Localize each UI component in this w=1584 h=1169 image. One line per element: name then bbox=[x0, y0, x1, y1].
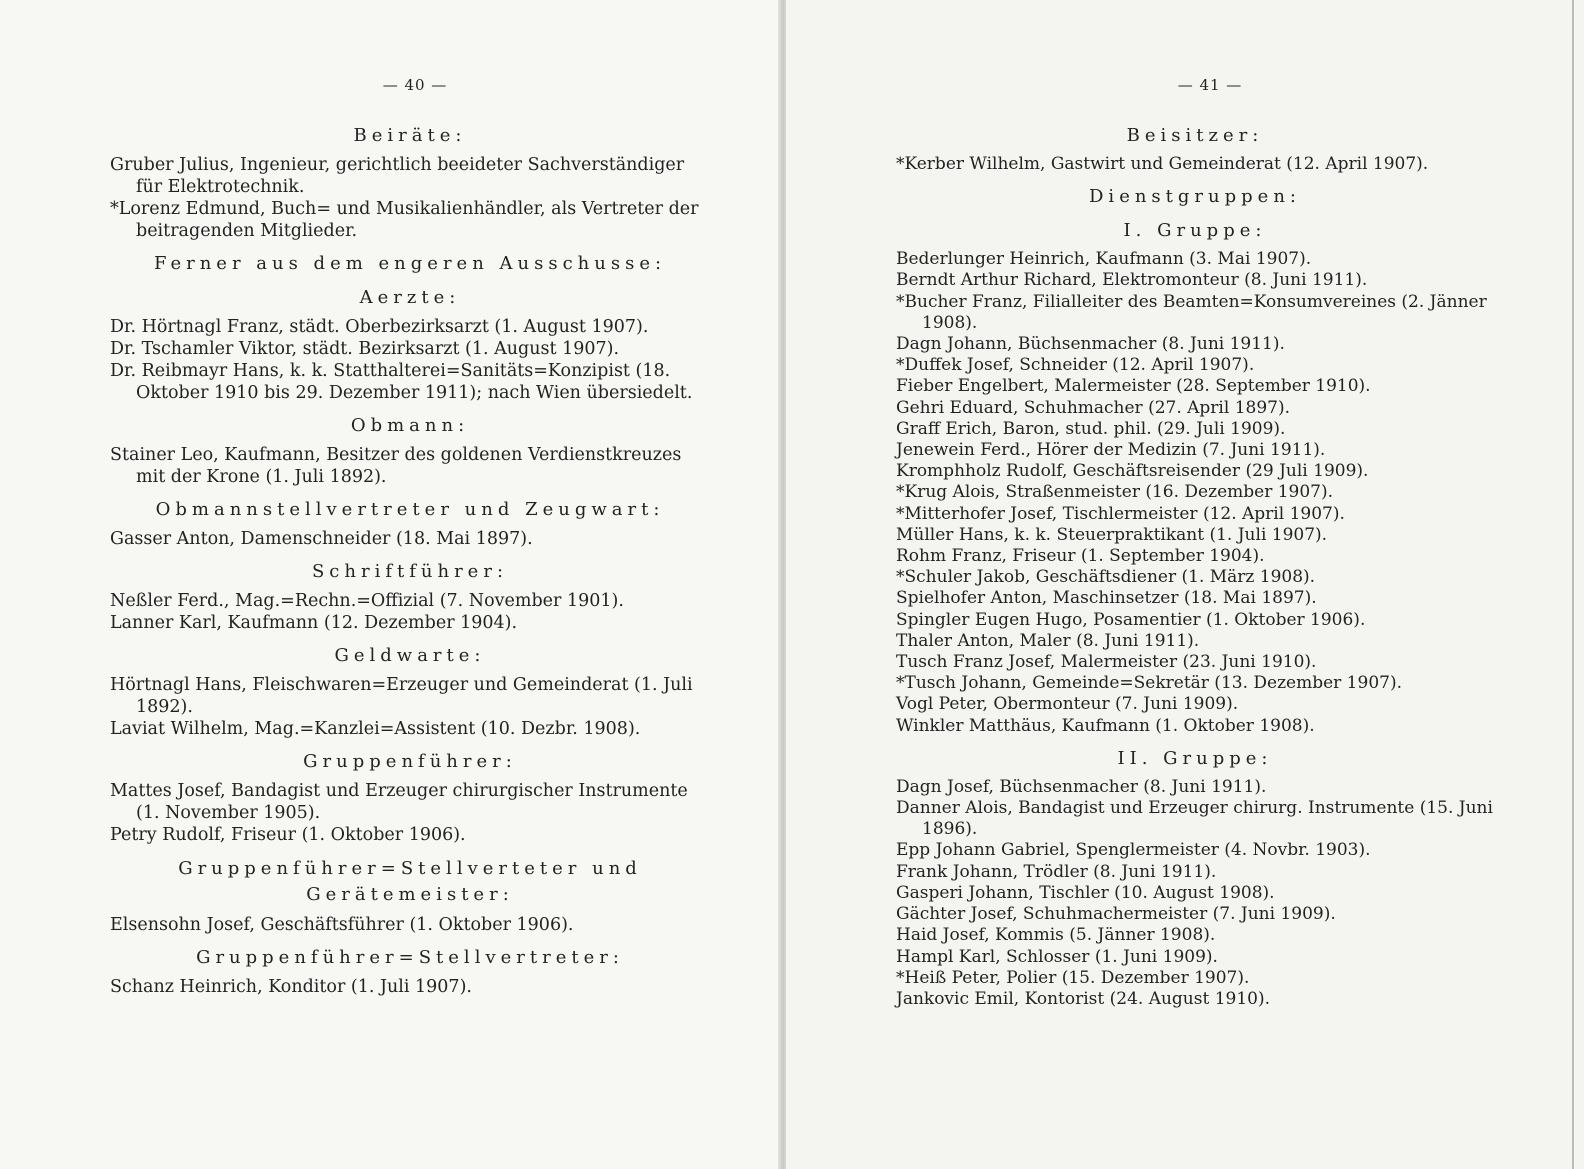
section-heading: II. Gruppe: bbox=[1117, 747, 1273, 769]
list-entry: Gasser Anton, Damenschneider (18. Mai 1897). bbox=[110, 529, 533, 549]
list-entry: Dr. Tschamler Viktor, städt. Bezirksarzt (1. August 1907). bbox=[110, 339, 620, 359]
list-entry: Mattes Josef, Bandagist und Erzeuger chirurgischer Instrumente (1. November 1905). bbox=[110, 781, 688, 823]
section-heading: Geldwarte: bbox=[334, 645, 486, 666]
list-entry: Jenewein Ferd., Hörer der Medizin (7. Juni 1911). bbox=[896, 440, 1326, 461]
section-heading: Schriftführer: bbox=[311, 561, 509, 582]
list-entry: Bederlunger Heinrich, Kaufmann (3. Mai 1907). bbox=[896, 249, 1312, 270]
section-heading: Aerzte: bbox=[359, 287, 461, 308]
list-entry: Dagn Josef, Büchsenmacher (8. Juni 1911). bbox=[896, 776, 1267, 797]
list-entry: Dr. Hörtnagl Franz, städt. Oberbezirksarzt (1. August 1907). bbox=[110, 317, 649, 337]
page-edge bbox=[1572, 0, 1574, 1169]
list-entry: Winkler Matthäus, Kaufmann (1. Oktober 1908). bbox=[896, 715, 1315, 736]
list-entry: Gehri Eduard, Schuhmacher (27. April 1897). bbox=[896, 397, 1291, 418]
section-heading: Beisitzer: bbox=[1126, 125, 1264, 146]
list-entry: Haid Josef, Kommis (5. Jänner 1908). bbox=[896, 925, 1216, 946]
list-entry: *Heiß Peter, Polier (15. Dezember 1907). bbox=[896, 967, 1250, 988]
list-entry: *Tusch Johann, Gemeinde=Sekretär (13. Dezember 1907). bbox=[896, 673, 1402, 694]
list-entry: Tusch Franz Josef, Malermeister (23. Juni 1910). bbox=[896, 652, 1317, 673]
section-heading: Beiräte: bbox=[353, 125, 467, 146]
list-entry: *Kerber Wilhelm, Gastwirt und Gemeinderat (12. April 1907). bbox=[896, 154, 1429, 174]
list-entry: Dr. Reibmayr Hans, k. k. Statthalterei=Sanitäts=Konzipist (18. Oktober 1910 bis 29. Dezember 1911); nach Wien übersiedelt. bbox=[110, 361, 693, 403]
list-entry: Laviat Wilhelm, Mag.=Kanzlei=Assistent (10. Dezbr. 1908). bbox=[110, 719, 641, 739]
list-entry: Thaler Anton, Maler (8. Juni 1911). bbox=[896, 630, 1200, 651]
section-heading: Obmann: bbox=[350, 415, 470, 436]
page-number: — 40 — bbox=[382, 76, 448, 94]
page-number: — 41 — bbox=[1177, 76, 1243, 94]
list-entry: *Schuler Jakob, Geschäftsdiener (1. März 1908). bbox=[896, 567, 1316, 588]
list-entry: Kromphholz Rudolf, Geschäftsreisender (29 Juli 1909). bbox=[896, 461, 1369, 482]
list-entry: Fieber Engelbert, Malermeister (28. September 1910). bbox=[896, 376, 1371, 397]
list-entry: Frank Johann, Trödler (8. Juni 1911). bbox=[896, 861, 1217, 882]
section-heading: Gruppenführer=Stellverteter und Gerätemeister: bbox=[178, 858, 642, 905]
section-heading: Ferner aus dem engeren Ausschusse: bbox=[153, 253, 667, 274]
list-entry: *Duffek Josef, Schneider (12. April 1907). bbox=[896, 355, 1255, 376]
section-heading: Obmannstellvertreter und Zeugwart: bbox=[155, 499, 665, 520]
list-entry: Hampl Karl, Schlosser (1. Juni 1909). bbox=[896, 946, 1218, 967]
list-entry: Jankovic Emil, Kontorist (24. August 1910). bbox=[896, 988, 1271, 1009]
list-entry: Gruber Julius, Ingenieur, gerichtlich beeideter Sachverständiger für Elektrotechnik. bbox=[110, 155, 685, 197]
list-entry: Graff Erich, Baron, stud. phil. (29. Juli 1909). bbox=[896, 418, 1286, 439]
list-entry: Vogl Peter, Obermonteur (7. Juni 1909). bbox=[896, 694, 1239, 715]
list-entry: Spielhofer Anton, Maschinsetzer (18. Mai 1897). bbox=[896, 588, 1317, 609]
list-entry: Dagn Johann, Büchsenmacher (8. Juni 1911). bbox=[896, 334, 1285, 355]
left-page bbox=[0, 0, 780, 1169]
list-entry: Neßler Ferd., Mag.=Rechn.=Offizial (7. November 1901). bbox=[110, 591, 624, 611]
list-entry: Müller Hans, k. k. Steuerpraktikant (1. Juli 1907). bbox=[896, 524, 1328, 545]
list-entry: Gasperi Johann, Tischler (10. August 1908). bbox=[896, 882, 1275, 903]
list-entry: *Lorenz Edmund, Buch= und Musikalienhändler, als Vertreter der beitragenden Mitglieder. bbox=[110, 199, 699, 241]
list-entry: Gächter Josef, Schuhmachermeister (7. Juni 1909). bbox=[896, 904, 1336, 925]
list-entry: Elsensohn Josef, Geschäftsführer (1. Oktober 1906). bbox=[110, 915, 574, 935]
list-entry: Berndt Arthur Richard, Elektromonteur (8. Juni 1911). bbox=[896, 270, 1368, 291]
list-entry: Hörtnagl Hans, Fleischwaren=Erzeuger und Gemeinderat (1. Juli 1892). bbox=[110, 675, 693, 717]
list-entry: *Bucher Franz, Filialleiter des Beamten=Konsumvereines (2. Jänner 1908). bbox=[896, 291, 1487, 333]
section-heading: Dienstgruppen: bbox=[1089, 186, 1301, 208]
section-heading: Gruppenführer=Stellvertreter: bbox=[196, 947, 624, 968]
list-entry: Danner Alois, Bandagist und Erzeuger chirurg. Instrumente (15. Juni 1896). bbox=[896, 798, 1493, 840]
list-entry: Petry Rudolf, Friseur (1. Oktober 1906). bbox=[110, 825, 466, 845]
right-page bbox=[786, 0, 1584, 1169]
list-entry: Schanz Heinrich, Konditor (1. Juli 1907). bbox=[110, 977, 472, 997]
list-entry: Lanner Karl, Kaufmann (12. Dezember 1904). bbox=[110, 613, 518, 633]
list-entry: *Mitterhofer Josef, Tischlermeister (12. April 1907). bbox=[896, 503, 1345, 524]
section-heading: Gruppenführer: bbox=[303, 751, 517, 772]
section-heading: I. Gruppe: bbox=[1123, 220, 1267, 242]
list-entry: Rohm Franz, Friseur (1. September 1904). bbox=[896, 546, 1265, 567]
list-entry: *Krug Alois, Straßenmeister (16. Dezember 1907). bbox=[896, 482, 1334, 503]
list-entry: Epp Johann Gabriel, Spenglermeister (4. Novbr. 1903). bbox=[896, 840, 1371, 861]
list-entry: Stainer Leo, Kaufmann, Besitzer des goldenen Verdienstkreuzes mit der Krone (1. Juli 1892). bbox=[110, 445, 682, 487]
list-entry: Spingler Eugen Hugo, Posamentier (1. Oktober 1906). bbox=[896, 609, 1366, 630]
